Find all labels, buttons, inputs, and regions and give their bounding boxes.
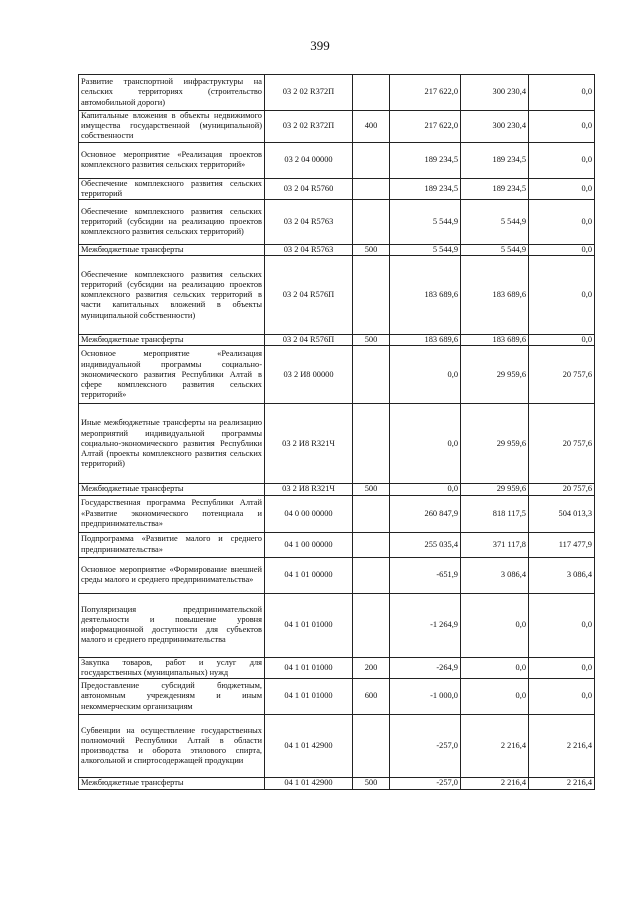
cell-expense-type (353, 142, 390, 178)
cell-expense-type (353, 200, 390, 245)
cell-amount-3: 0,0 (529, 75, 595, 111)
cell-target-code: 04 0 00 00000 (265, 495, 353, 532)
cell-amount-3: 0,0 (529, 200, 595, 245)
cell-amount-1: -257,0 (390, 715, 461, 778)
table-row (79, 245, 595, 256)
cell-amount-3: 20 757,6 (529, 404, 595, 484)
cell-target-code: 03 2 02 R372П (265, 75, 353, 111)
cell-amount-3: 0,0 (529, 593, 595, 657)
table-row (79, 335, 595, 346)
cell-amount-3: 0,0 (529, 335, 595, 346)
table-row (79, 404, 595, 484)
cell-amount-1: 189 234,5 (390, 178, 461, 199)
table-row (79, 178, 595, 199)
cell-amount-3: 0,0 (529, 657, 595, 678)
cell-amount-1: 217 622,0 (390, 75, 461, 111)
table-row (79, 484, 595, 495)
cell-amount-2: 29 959,6 (461, 484, 529, 495)
cell-amount-2: 2 216,4 (461, 715, 529, 778)
cell-name: Иные межбюджетные трансферты на реализацию мероприятий индивидуальной программы социально-экономического развития Республики Алтай (проекты комплексного развития сельских территорий) (79, 404, 265, 484)
cell-target-code: 04 1 01 42900 (265, 715, 353, 778)
cell-amount-1: 183 689,6 (390, 256, 461, 335)
cell-name: Межбюджетные трансферты (79, 335, 265, 346)
cell-amount-1: -651,9 (390, 557, 461, 593)
cell-expense-type: 500 (353, 484, 390, 495)
cell-amount-2: 189 234,5 (461, 178, 529, 199)
cell-amount-2: 5 544,9 (461, 245, 529, 256)
cell-name: Капитальные вложения в объекты недвижимого имущества государственной (муниципальной) собственности (79, 111, 265, 143)
cell-amount-1: 5 544,9 (390, 245, 461, 256)
cell-name: Обеспечение комплексного развития сельских территорий (79, 178, 265, 199)
cell-amount-2: 0,0 (461, 679, 529, 715)
cell-name: Субвенции на осуществление государственных полномочий Республики Алтай в области производства и оборота этилового спирта, алкогольной и спиртосодержащей продукции (79, 715, 265, 778)
cell-target-code: 03 2 04 R5763 (265, 245, 353, 256)
cell-target-code: 04 1 01 01000 (265, 593, 353, 657)
cell-amount-1: 189 234,5 (390, 142, 461, 178)
cell-expense-type: 200 (353, 657, 390, 678)
cell-expense-type (353, 256, 390, 335)
cell-amount-1: -1 264,9 (390, 593, 461, 657)
cell-expense-type (353, 532, 390, 557)
cell-name: Подпрограмма «Развитие малого и среднего предпринимательства» (79, 532, 265, 557)
cell-target-code: 03 2 04 R5763 (265, 200, 353, 245)
cell-amount-2: 818 117,5 (461, 495, 529, 532)
cell-expense-type: 600 (353, 679, 390, 715)
cell-target-code: 04 1 01 01000 (265, 679, 353, 715)
cell-target-code: 04 1 01 00000 (265, 557, 353, 593)
cell-amount-2: 2 216,4 (461, 778, 529, 790)
cell-name: Государственная программа Республики Алтай «Развитие экономического потенциала и предпринимательства» (79, 495, 265, 532)
cell-amount-2: 0,0 (461, 657, 529, 678)
cell-target-code: 03 2 И8 R321Ч (265, 484, 353, 495)
cell-amount-2: 3 086,4 (461, 557, 529, 593)
cell-expense-type: 400 (353, 111, 390, 143)
cell-name: Развитие транспортной инфраструктуры на сельских территориях (строительство автомобильной дороги) (79, 75, 265, 111)
table-row (79, 111, 595, 143)
cell-amount-3: 504 013,3 (529, 495, 595, 532)
cell-target-code: 03 2 04 R576П (265, 256, 353, 335)
cell-amount-3: 0,0 (529, 111, 595, 143)
cell-expense-type (353, 178, 390, 199)
cell-amount-1: 0,0 (390, 404, 461, 484)
cell-amount-2: 5 544,9 (461, 200, 529, 245)
cell-name: Закупка товаров, работ и услуг для государственных (муниципальных) нужд (79, 657, 265, 678)
cell-amount-2: 300 230,4 (461, 75, 529, 111)
cell-amount-3: 117 477,9 (529, 532, 595, 557)
table-row (79, 495, 595, 532)
cell-name: Основное мероприятие «Реализация проектов комплексного развития сельских территорий» (79, 142, 265, 178)
cell-name: Предоставление субсидий бюджетным, автономным учреждениям и иным некоммерческим организациям (79, 679, 265, 715)
cell-amount-2: 189 234,5 (461, 142, 529, 178)
cell-expense-type (353, 557, 390, 593)
cell-expense-type: 500 (353, 778, 390, 790)
cell-expense-type (353, 495, 390, 532)
cell-expense-type: 500 (353, 245, 390, 256)
table-row (79, 715, 595, 778)
cell-amount-3: 20 757,6 (529, 484, 595, 495)
cell-amount-3: 3 086,4 (529, 557, 595, 593)
cell-amount-1: -1 000,0 (390, 679, 461, 715)
cell-target-code: 03 2 04 00000 (265, 142, 353, 178)
cell-expense-type (353, 404, 390, 484)
table-row (79, 778, 595, 790)
cell-amount-2: 183 689,6 (461, 256, 529, 335)
cell-target-code: 04 1 01 42900 (265, 778, 353, 790)
table-row (79, 75, 595, 111)
cell-amount-3: 0,0 (529, 679, 595, 715)
table-row (79, 200, 595, 245)
table-row (79, 679, 595, 715)
table-row (79, 256, 595, 335)
cell-name: Межбюджетные трансферты (79, 778, 265, 790)
cell-name: Основное мероприятие «Реализация индивидуальной программы социально-экономического развития Республики Алтай в сфере комплексного развития сельских территорий» (79, 346, 265, 404)
cell-expense-type (353, 346, 390, 404)
cell-amount-1: 0,0 (390, 484, 461, 495)
budget-table (78, 74, 595, 790)
cell-amount-2: 0,0 (461, 593, 529, 657)
cell-amount-2: 29 959,6 (461, 404, 529, 484)
cell-amount-1: 260 847,9 (390, 495, 461, 532)
cell-target-code: 04 1 00 00000 (265, 532, 353, 557)
cell-name: Межбюджетные трансферты (79, 484, 265, 495)
cell-target-code: 03 2 04 R5760 (265, 178, 353, 199)
cell-name: Обеспечение комплексного развития сельских территорий (субсидии на реализацию проектов комплексного развития сельских территорий в части капитальных вложений в объекты муниципальной собственности) (79, 256, 265, 335)
cell-amount-1: 183 689,6 (390, 335, 461, 346)
cell-amount-3: 0,0 (529, 245, 595, 256)
cell-amount-1: -264,9 (390, 657, 461, 678)
table-row (79, 532, 595, 557)
cell-target-code: 03 2 И8 R321Ч (265, 404, 353, 484)
cell-amount-3: 20 757,6 (529, 346, 595, 404)
cell-amount-3: 0,0 (529, 256, 595, 335)
cell-amount-2: 300 230,4 (461, 111, 529, 143)
cell-expense-type: 500 (353, 335, 390, 346)
cell-name: Популяризация предпринимательской деятельности и повышение уровня информационной доступности для субъектов малого и среднего предпринимательства (79, 593, 265, 657)
cell-amount-2: 183 689,6 (461, 335, 529, 346)
table-row (79, 593, 595, 657)
table-row (79, 142, 595, 178)
cell-name: Обеспечение комплексного развития сельских территорий (субсидии на реализацию проектов комплексного развития сельских территорий) (79, 200, 265, 245)
cell-amount-1: 0,0 (390, 346, 461, 404)
table-row (79, 346, 595, 404)
cell-expense-type (353, 715, 390, 778)
cell-target-code: 04 1 01 01000 (265, 657, 353, 678)
cell-amount-3: 2 216,4 (529, 778, 595, 790)
cell-amount-3: 0,0 (529, 142, 595, 178)
cell-expense-type (353, 75, 390, 111)
cell-target-code: 03 2 02 R372П (265, 111, 353, 143)
cell-amount-2: 29 959,6 (461, 346, 529, 404)
cell-name: Межбюджетные трансферты (79, 245, 265, 256)
page-number: 399 (310, 38, 330, 53)
table-row (79, 657, 595, 678)
cell-amount-1: -257,0 (390, 778, 461, 790)
cell-amount-2: 371 117,8 (461, 532, 529, 557)
cell-target-code: 03 2 04 R576П (265, 335, 353, 346)
table-row (79, 557, 595, 593)
cell-amount-1: 5 544,9 (390, 200, 461, 245)
cell-amount-1: 217 622,0 (390, 111, 461, 143)
cell-expense-type (353, 593, 390, 657)
cell-name: Основное мероприятие «Формирование внешней среды малого и среднего предпринимательства» (79, 557, 265, 593)
cell-amount-3: 2 216,4 (529, 715, 595, 778)
cell-amount-3: 0,0 (529, 178, 595, 199)
cell-amount-1: 255 035,4 (390, 532, 461, 557)
cell-target-code: 03 2 И8 00000 (265, 346, 353, 404)
